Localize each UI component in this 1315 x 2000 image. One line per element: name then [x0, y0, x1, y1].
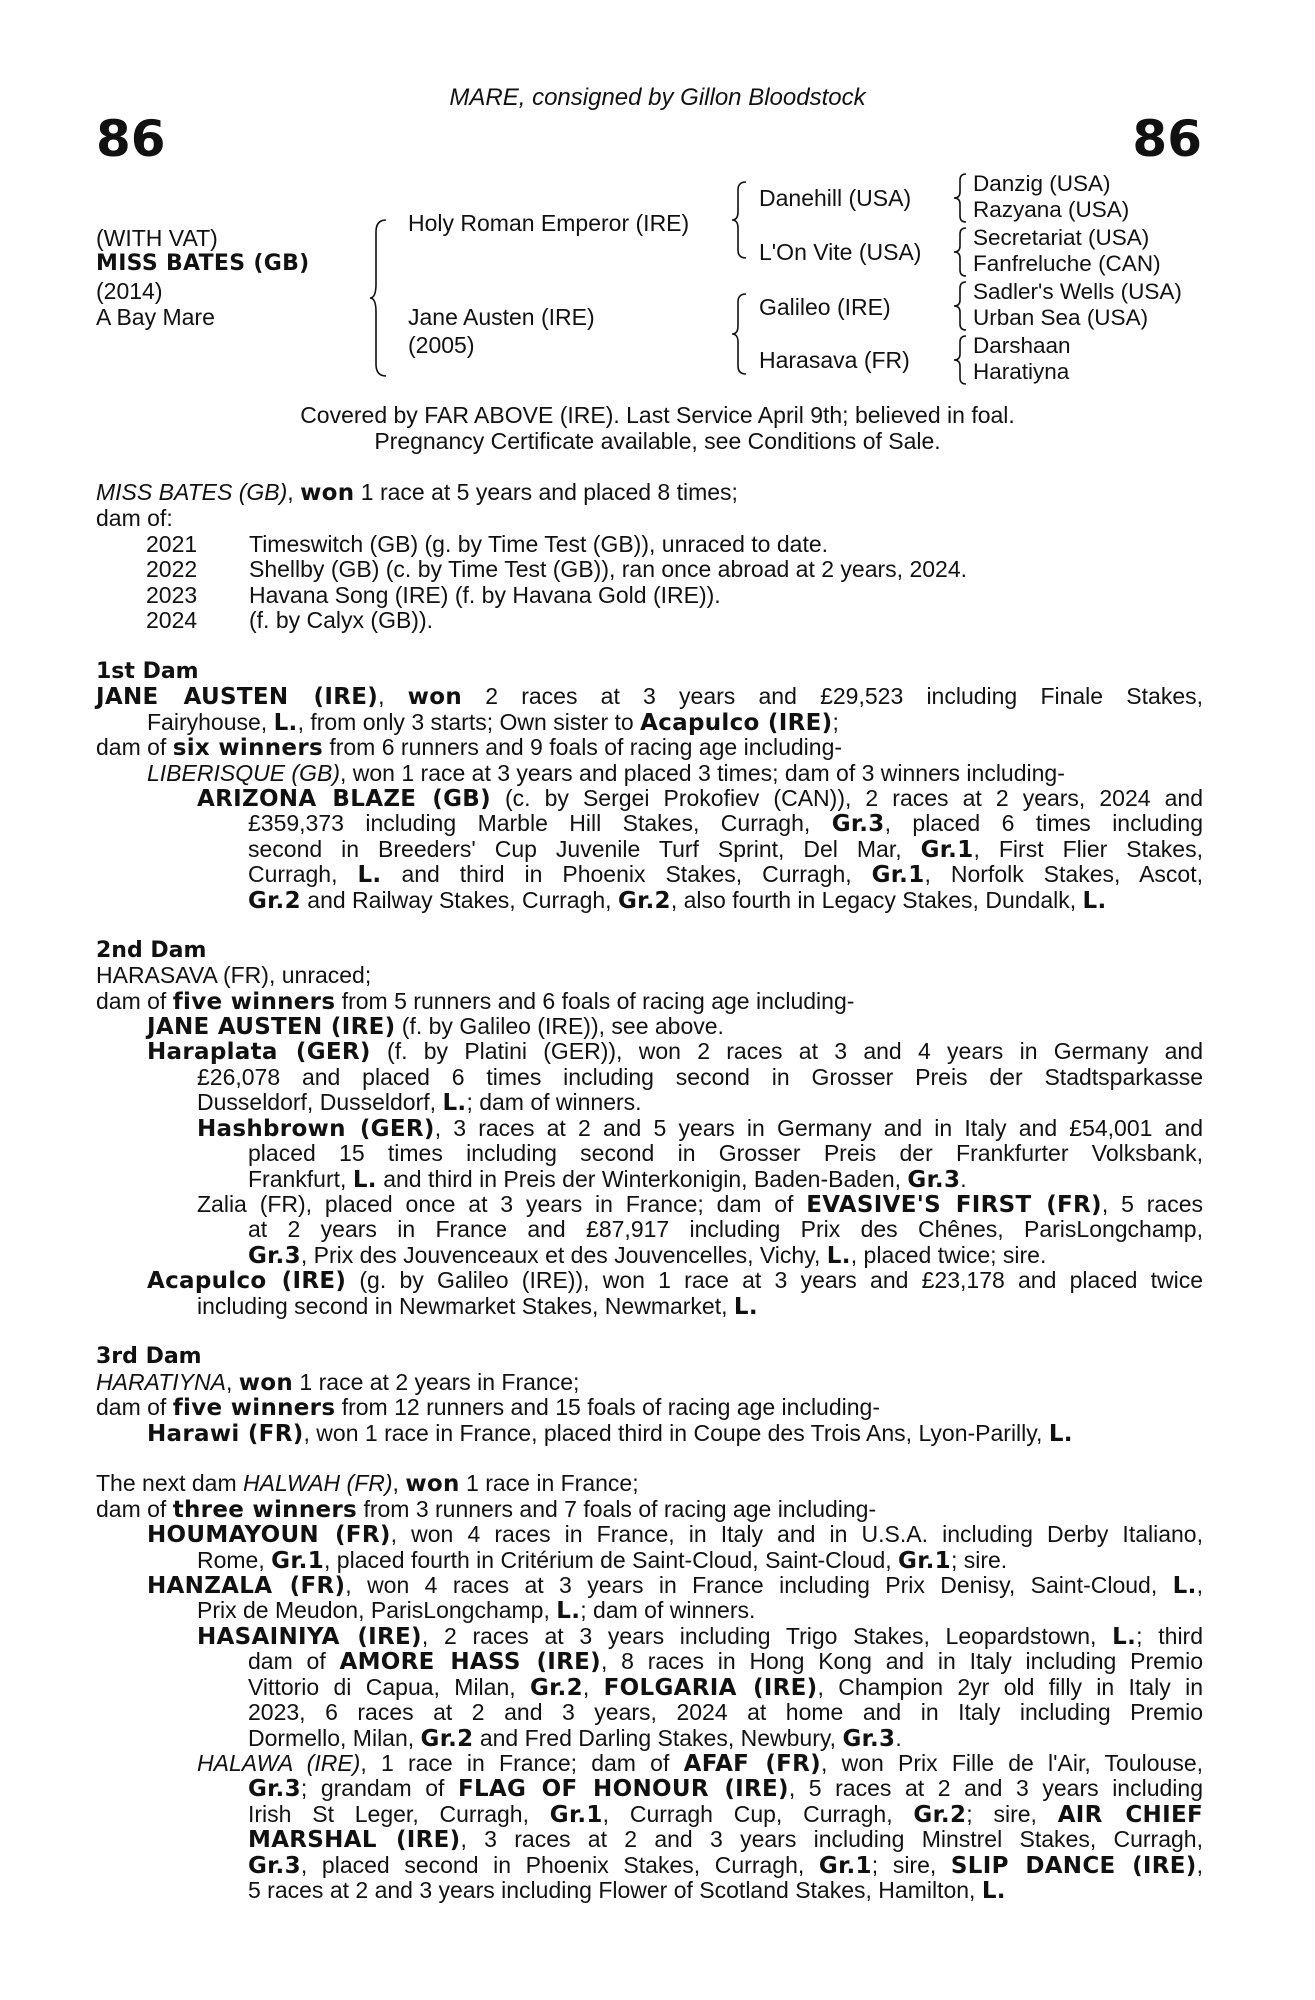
second-dam-line: Frankfurt, L. and third in Preis der Winterkonigin, Baden-Baden, Gr.3. [248, 1166, 967, 1193]
foal-entry: Havana Song (IRE) (f. by Havana Gold (IRE)). [249, 582, 721, 608]
pedigree-sire-sire: Danehill (USA) [759, 185, 912, 211]
pedigree-dam: Jane Austen (IRE) [408, 304, 595, 330]
next-dam-line: The next dam HALWAH (FR), won 1 race in France; [96, 1470, 639, 1497]
race-record: MISS BATES (GB), won 1 race at 5 years and placed 8 times; [96, 479, 738, 506]
first-dam-heading: 1st Dam [96, 659, 199, 684]
pedigree-dss: Sadler's Wells (USA) [973, 279, 1182, 304]
horse-description: A Bay Mare [96, 304, 215, 330]
second-dam-line: placed 15 times including second in Grosser Preis der Frankfurter Volksbank, [248, 1140, 1203, 1166]
lot-number-left: 86 [96, 110, 166, 168]
foal-entry: (f. by Calyx (GB)). [249, 607, 434, 633]
second-dam-heading: 2nd Dam [96, 938, 207, 963]
next-dam-line: MARSHAL (IRE), 3 races at 2 and 3 years including Minstrel Stakes, Curragh, [248, 1826, 1203, 1853]
covered-line: Covered by FAR ABOVE (IRE). Last Service April 9th; believed in foal. [300, 402, 1015, 428]
pedigree-dsd: Urban Sea (USA) [973, 305, 1149, 330]
second-dam-line: dam of five winners from 5 runners and 6 foals of racing age including- [96, 988, 855, 1015]
first-dam-line: ARIZONA BLAZE (GB) (c. by Sergei Prokofiev (CAN)), 2 races at 2 years, 2024 and [197, 785, 1203, 812]
first-dam-line: £359,373 including Marble Hill Stakes, Curragh, Gr.3, placed 6 times including [248, 810, 1203, 837]
next-dam-line: 5 races at 2 and 3 years including Flower of Scotland Stakes, Hamilton, L. [248, 1877, 1006, 1904]
second-dam-line: Haraplata (GER) (f. by Platini (GER)), won 2 races at 3 and 4 years in Germany and [147, 1038, 1203, 1065]
pedigree-dam-sire: Galileo (IRE) [759, 294, 891, 320]
pedigree-sire: Holy Roman Emperor (IRE) [408, 210, 690, 236]
foal-entry: Timeswitch (GB) (g. by Time Test (GB)), unraced to date. [249, 531, 829, 557]
sale-header-title: MARE, consigned by Gillon Bloodstock [449, 84, 866, 111]
pedigree-sds: Secretariat (USA) [973, 225, 1150, 250]
second-dam-line: Acapulco (IRE) (g. by Galileo (IRE)), won 1 race at 3 years and £23,178 and placed twice [147, 1267, 1204, 1294]
brace-lonvite [952, 226, 970, 278]
pedigree-sss: Danzig (USA) [973, 171, 1111, 196]
first-dam-line: second in Breeders' Cup Juvenile Turf Sprint, Del Mar, Gr.1, First Flier Stakes, [248, 836, 1203, 863]
next-dam-line: HANZALA (FR), won 4 races at 3 years in France including Prix Denisy, Saint-Cloud, L., [147, 1572, 1203, 1599]
brace-galileo [952, 280, 970, 332]
first-dam-line: dam of six winners from 6 runners and 9 foals of racing age including- [96, 734, 843, 761]
first-dam-line: JANE AUSTEN (IRE), won 2 races at 3 years and £29,523 including Finale Stakes, [96, 683, 1203, 710]
first-dam-line: Curragh, L. and third in Phoenix Stakes, Curragh, Gr.1, Norfolk Stakes, Ascot, [248, 861, 1204, 888]
next-dam-line: HASAINIYA (IRE), 2 races at 3 years including Trigo Stakes, Leopardstown, L.; third [197, 1623, 1204, 1650]
pedigree-sire-dam: L'On Vite (USA) [759, 239, 922, 265]
next-dam-line: dam of AMORE HASS (IRE), 8 races in Hong Kong and in Italy including Premio [248, 1648, 1203, 1675]
horse-year: (2014) [96, 278, 163, 304]
next-dam-line: HALAWA (IRE), 1 race in France; dam of AFAF (FR), won Prix Fille de l'Air, Toulouse, [197, 1750, 1204, 1777]
third-dam-line: Harawi (FR), won 1 race in France, placed third in Coupe des Trois Ans, Lyon-Parilly, L. [147, 1420, 1073, 1447]
next-dam-line: HOUMAYOUN (FR), won 4 races in France, in Italy and in U.S.A. including Derby Italiano, [147, 1521, 1203, 1548]
second-dam-line: Gr.3, Prix des Jouvenceaux et des Jouvencelles, Vichy, L., placed twice; sire. [248, 1242, 1047, 1269]
next-dam-line: Prix de Meudon, ParisLongchamp, L.; dam of winners. [197, 1597, 756, 1624]
next-dam-line: Dormello, Milan, Gr.2 and Fred Darling Stakes, Newbury, Gr.3. [248, 1725, 902, 1752]
third-dam-heading: 3rd Dam [96, 1344, 202, 1369]
second-dam-line: Hashbrown (GER), 3 races at 2 and 5 years in Germany and in Italy and £54,001 and [197, 1115, 1203, 1142]
pedigree-ddd: Haratiyna [973, 359, 1070, 384]
first-dam-line: LIBERISQUE (GB), won 1 race at 3 years and placed 3 times; dam of 3 winners including- [147, 760, 1065, 786]
brace-danehill [952, 172, 970, 224]
foal-entry: Shellby (GB) (c. by Time Test (GB)), ran once abroad at 2 years, 2024. [249, 556, 967, 582]
third-dam-line: dam of five winners from 12 runners and 15 foals of racing age including- [96, 1394, 880, 1421]
dam-of-label: dam of: [96, 505, 173, 531]
second-dam-line: Dusseldorf, Dusseldorf, L.; dam of winners. [197, 1089, 642, 1116]
lot-number-right: 86 [1132, 110, 1202, 168]
second-dam-line: including second in Newmarket Stakes, Newmarket, L. [197, 1293, 758, 1320]
second-dam-line: £26,078 and placed 6 times including second in Grosser Preis der Stadtsparkasse [197, 1064, 1203, 1090]
second-dam-line: JANE AUSTEN (IRE) (f. by Galileo (IRE)), see above. [147, 1013, 724, 1040]
second-dam-line: at 2 years in France and £87,917 including Prix des Chênes, ParisLongchamp, [248, 1216, 1203, 1242]
pedigree-main-brace [368, 218, 390, 378]
first-dam-line: Fairyhouse, L., from only 3 starts; Own sister to Acapulco (IRE); [147, 709, 839, 736]
pedigree-sire-brace [730, 180, 750, 260]
pedigree-sdd: Fanfreluche (CAN) [973, 251, 1161, 276]
next-dam-line: Irish St Leger, Curragh, Gr.1, Curragh Cup, Curragh, Gr.2; sire, AIR CHIEF [248, 1801, 1203, 1828]
pedigree-ssd: Razyana (USA) [973, 197, 1130, 222]
foal-year: 2023 [146, 582, 198, 608]
horse-name: MISS BATES (GB) [96, 251, 310, 276]
pedigree-dam-dam: Harasava (FR) [759, 347, 910, 373]
vat-label: (WITH VAT) [96, 225, 218, 251]
pedigree-dam-brace [730, 292, 750, 376]
next-dam-line: Gr.3, placed second in Phoenix Stakes, Curragh, Gr.1; sire, SLIP DANCE (IRE), [248, 1852, 1203, 1879]
pedigree-dam-year: (2005) [408, 332, 475, 358]
foal-year: 2022 [146, 556, 198, 582]
second-dam-line: Zalia (FR), placed once at 3 years in France; dam of EVASIVE'S FIRST (FR), 5 races [197, 1191, 1203, 1218]
brace-harasava [952, 334, 970, 386]
first-dam-line: Gr.2 and Railway Stakes, Curragh, Gr.2, also fourth in Legacy Stakes, Dundalk, L. [248, 887, 1107, 914]
foal-year: 2024 [146, 607, 198, 633]
second-dam-line: HARASAVA (FR), unraced; [96, 962, 372, 988]
next-dam-line: Vittorio di Capua, Milan, Gr.2, FOLGARIA (IRE), Champion 2yr old filly in Italy in [248, 1674, 1203, 1701]
pregnancy-certificate-line: Pregnancy Certificate available, see Conditions of Sale. [374, 428, 941, 454]
next-dam-line: dam of three winners from 3 runners and 7 foals of racing age including- [96, 1496, 877, 1523]
next-dam-line: Rome, Gr.1, placed fourth in Critérium de Saint-Cloud, Saint-Cloud, Gr.1; sire. [197, 1547, 1008, 1574]
foal-year: 2021 [146, 531, 198, 557]
pedigree-dds: Darshaan [973, 333, 1071, 358]
third-dam-line: HARATIYNA, won 1 race at 2 years in France; [96, 1369, 580, 1396]
next-dam-line: 2023, 6 races at 2 and 3 years, 2024 at home and in Italy including Premio [248, 1699, 1203, 1725]
next-dam-line: Gr.3; grandam of FLAG OF HONOUR (IRE), 5 races at 2 and 3 years including [248, 1775, 1203, 1802]
